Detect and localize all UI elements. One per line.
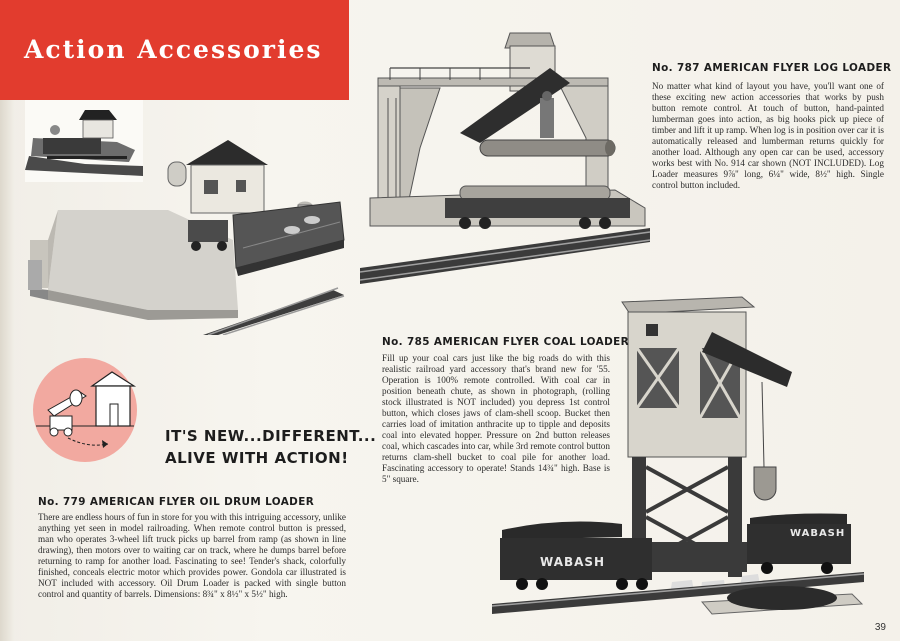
- oil-drum-loader-heading: No. 779 AMERICAN FLYER OIL DRUM LOADER: [38, 496, 315, 508]
- oil-drum-loader-photo: [28, 140, 348, 335]
- slogan-line-2: ALIVE WITH ACTION!: [165, 449, 349, 467]
- coal-car-lettering-2: WABASH: [790, 528, 846, 539]
- section-title: Action Accessories: [24, 35, 323, 64]
- lift-truck-line-drawing: [30, 352, 140, 474]
- log-loader-photo: [360, 28, 650, 290]
- log-loader-heading: No. 787 AMERICAN FLYER LOG LOADER: [652, 62, 892, 74]
- slogan: [165, 425, 376, 469]
- coal-loader-description: Fill up your coal cars just like the big roads do with this realistic railroad yard accessory that's brand new for '55. Operation is 100% remote controlled. With coal car in position beneath chute, as shown in photograph, (rolling stock illustrated is NOT included) you depress 1st control button, which closes jaws of clam-shell scoop. Bucket then carries load of imitation anthracite up to tipple and deposits coal into elevated hopper. Pressure on 2nd button releases coal, which cascades into car, while 3rd remote control button returns clam-shell bucket to coal pile for another load. Fascinating accessory to operate! Stands 14¾" high. Base is 5" square.: [382, 353, 610, 484]
- page-number: 39: [874, 622, 886, 633]
- coal-car-lettering-1: WABASH: [540, 555, 606, 569]
- log-loader-description: No matter what kind of layout you have, you'll want one of these exciting new action accessories that works by push button remote control. At touch of button, hand-painted lumberman goes into action, as big hooks pick up piece of timber and lift it up ramp. When log is in position over car it is automatically released and lumberman returns quickly for another load. Although any open car can be used, accessory works best with No. 914 car shown (NOT INCLUDED). Log Loader measures 9⅞" long, 6¼" wide, 8½" high. Single control button included.: [652, 81, 884, 190]
- section-banner: [0, 0, 349, 100]
- coal-loader-heading: No. 785 AMERICAN FLYER COAL LOADER: [382, 336, 630, 348]
- slogan-line-1: IT'S NEW...DIFFERENT...: [165, 427, 377, 445]
- oil-drum-loader-description: There are endless hours of fun in store for you with this intriguing accessory, unlike anything yet seen in model railroading. When remote control button is pressed, man who operates 3-wheel lift truck picks up barrel from ramp (as shown in line drawing), then motors over to waiting car on track, where he dumps barrel before returning to ramp for another load. Fascinating to see! Tender's shack, colorfully finished, conceals electric motor which provides power. Gondola car illustrated is NOT included with accessory. Oil Drum Loader is packed with single button control and quantity of barrels. Dimensions: 8¾" x 8½" x 5½" high.: [38, 512, 346, 599]
